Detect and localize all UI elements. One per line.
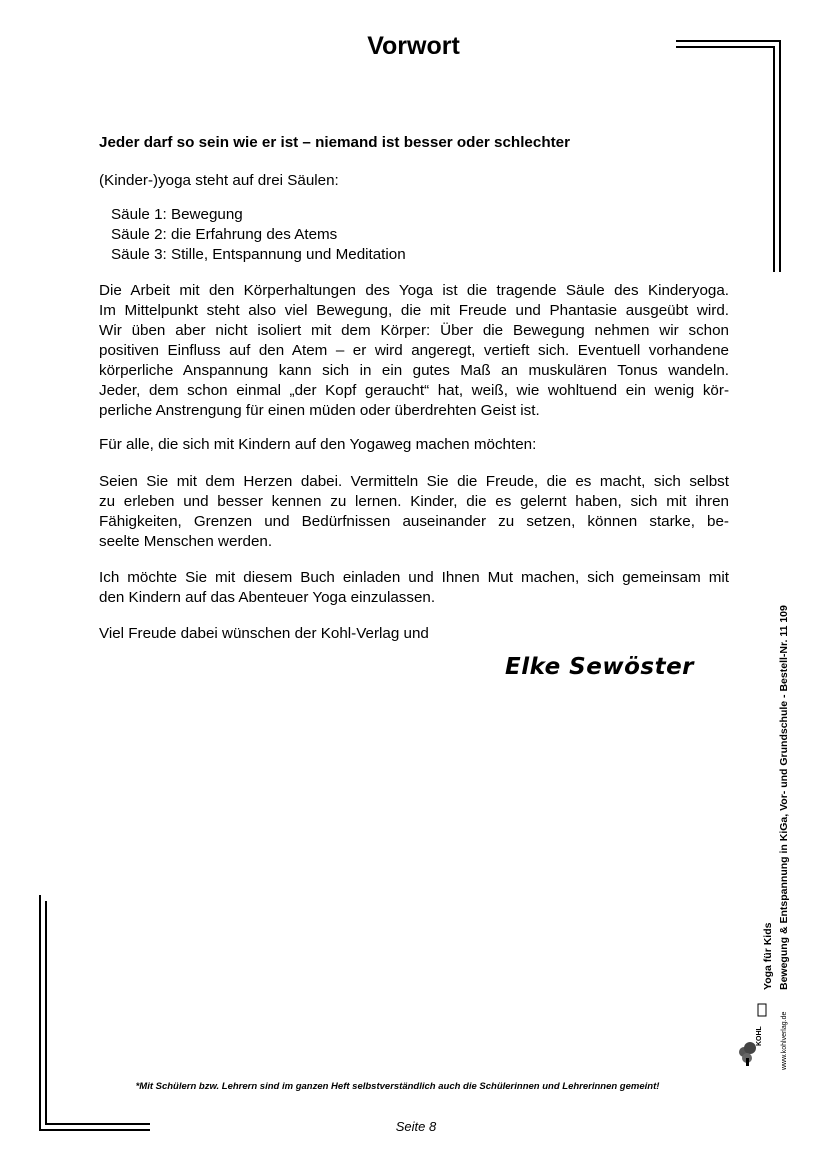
text-line: Fähigkeiten, Grenzen und Bedürfnissen auseinander zu setzen, können starke, be- bbox=[99, 513, 729, 530]
text-line: Ich möchte Sie mit diesem Buch einladen und Ihnen Mut machen, sich gemeinsam mit bbox=[99, 569, 729, 586]
book-title-vertical: Yoga für Kids bbox=[762, 922, 774, 990]
page-number: Seite 8 bbox=[395, 1119, 437, 1134]
list-item: Säule 3: Stille, Entspannung und Meditation bbox=[111, 246, 406, 263]
paragraph-herzen bbox=[99, 472, 729, 552]
text-line: seelte Menschen werden. bbox=[99, 533, 273, 550]
text-line: Jeder, dem schon einmal „der Kopf geraucht“ hat, weiß, wie wohltuend ein wenig kör- bbox=[99, 382, 729, 399]
text-line: den Kindern auf das Abenteuer Yoga einzulassen. bbox=[99, 589, 436, 606]
text-line: Im Mittelpunkt steht also viel Bewegung, die mit Freude und Phantasie ausgeübt wird. bbox=[99, 302, 729, 319]
frame-top-right-vertical-outer bbox=[779, 40, 781, 272]
text-line: perliche Anstrengung für einen müden oder überdrehten Geist ist. bbox=[99, 402, 540, 419]
saeulen-list bbox=[111, 205, 406, 265]
tree-logo-icon bbox=[738, 1002, 768, 1068]
paragraph-yogaweg: Für alle, die sich mit Kindern auf den Yogaweg machen möchten: bbox=[99, 436, 537, 453]
paragraph-koerperhaltungen bbox=[99, 281, 729, 421]
frame-top-right-vertical-inner bbox=[773, 46, 775, 272]
list-item: Säule 2: die Erfahrung des Atems bbox=[111, 226, 338, 243]
logo-text: KOHL bbox=[756, 1026, 763, 1046]
paragraph-einladen bbox=[99, 568, 729, 608]
publisher-url-vertical: www.kohlverlag.de bbox=[781, 1011, 788, 1070]
text-line: körperliche Anspannung kann sich in ein gutes Maß an muskulären Tonus wandeln. bbox=[99, 362, 729, 379]
section-heading: Jeder darf so sein wie er ist – niemand ist besser oder schlechter bbox=[99, 134, 571, 151]
text-line: Die Arbeit mit den Körperhaltungen des Yoga ist die tragende Säule des Kinderyoga. bbox=[99, 282, 729, 299]
footnote: *Mit Schülern bzw. Lehrern sind im ganzen Heft selbstverständlich auch die Schülerinnen und Lehrerinnen gemeint! bbox=[135, 1081, 660, 1092]
closing-line: Viel Freude dabei wünschen der Kohl-Verlag und bbox=[99, 625, 429, 642]
intro-text: (Kinder-)yoga steht auf drei Säulen: bbox=[99, 172, 339, 189]
text-line: Wir üben aber nicht isoliert mit dem Körper: Über die Bewegung nehmen wir schon bbox=[99, 322, 729, 339]
text-line: positiven Einfluss auf den Atem – er wird angeregt, vertieft sich. Eventuell vorhandene bbox=[99, 342, 729, 359]
list-item: Säule 1: Bewegung bbox=[111, 206, 243, 223]
series-info-vertical: Bewegung & Entspannung in KiGa, Vor- und Grundschule - Bestell-Nr. 11 109 bbox=[778, 605, 790, 990]
page-title: Vorwort bbox=[367, 32, 460, 60]
text-line: Seien Sie mit dem Herzen dabei. Vermitteln Sie die Freude, die es macht, sich selbst bbox=[99, 473, 729, 490]
frame-bottom-left-vertical-outer bbox=[39, 895, 41, 1131]
publisher-logo bbox=[738, 1002, 768, 1068]
text-line: zu erleben und besser kennen zu lernen. Kinder, die es gelernt haben, sich mit ihren bbox=[99, 493, 729, 510]
author-signature: Elke Sewöster bbox=[505, 654, 695, 680]
